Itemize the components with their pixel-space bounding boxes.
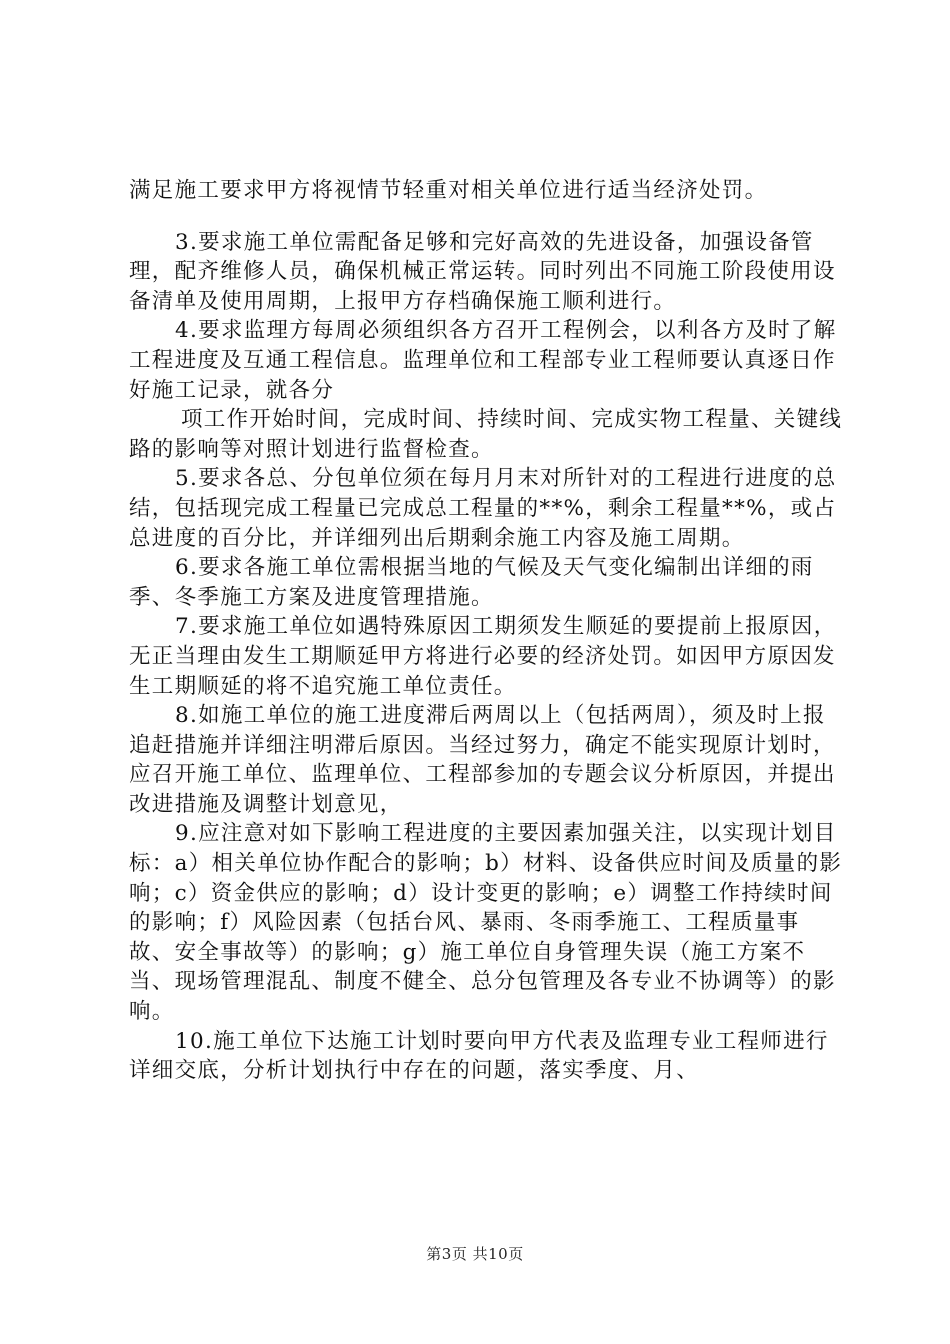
document-body xyxy=(129,176,844,1086)
paragraph-item-7: 7.要求施工单位如遇特殊原因工期须发生顺延的要提前上报原因，无正当理由发生工期顺延甲方将进行必要的经济处罚。如因甲方原因发生工期顺延的将不追究施工单位责任。 xyxy=(129,614,837,699)
paragraph-item-4-continued: 项工作开始时间，完成时间、持续时间、完成实物工程量、关键线路的影响等对照计划进行监督检查。 xyxy=(129,407,843,462)
paragraph-item-6: 6.要求各施工单位需根据当地的气候及天气变化编制出详细的雨季、冬季施工方案及进度管理措施。 xyxy=(129,555,814,610)
paragraph-item-5: 5.要求各总、分包单位须在每月月末对所针对的工程进行进度的总结，包括现完成工程量已完成总工程量的**%，剩余工程量**%，或占总进度的百分比，并详细列出后期剩余施工内容及施工周期。 xyxy=(129,466,837,551)
paragraph-item-8: 8.如施工单位的施工进度滞后两周以上（包括两周），须及时上报追赶措施并详细注明滞后原因。当经过努力，确定不能实现原计划时，应召开施工单位、监理单位、工程部参加的专题会议分析原因，并提出改进措施及调整计划意见， xyxy=(129,703,836,817)
paragraph-item-3: 3.要求施工单位需配备足够和完好高效的先进设备，加强设备管理，配齐维修人员，确保机械正常运转。同时列出不同施工阶段使用设备清单及使用周期，上报甲方存档确保施工顺利进行。 xyxy=(129,229,836,314)
paragraph-item-9: 9.应注意对如下影响工程进度的主要因素加强关注，以实现计划目标：a）相关单位协作配合的影响；b）材料、设备供应时间及质量的影响；c）资金供应的影响；d）设计变更的影响；e）调整工作持续时间的影响；f）风险因素（包括台风、暴雨、冬雨季施工、工程质量事故、安全事故等）的影响；g）施工单位自身管理失误（施工方案不当、现场管理混乱、制度不健全、总分包管理及各专业不协调等）的影响。 xyxy=(129,821,843,1025)
paragraph-item-10: 10.施工单位下达施工计划时要向甲方代表及监理专业工程师进行详细交底，分析计划执行中存在的问题，落实季度、月、 xyxy=(129,1028,829,1084)
paragraph-item-4: 4.要求监理方每周必须组织各方召开工程例会，以利各方及时了解工程进度及互通工程信息。监理单位和工程部专业工程师要认真逐日作好施工记录，就各分 xyxy=(129,318,837,403)
page-number-footer: 第3页 共10页 xyxy=(426,1245,524,1263)
paragraph-continuation-top: 满足施工要求甲方将视情节轻重对相关单位进行适当经济处罚。 xyxy=(129,178,768,203)
